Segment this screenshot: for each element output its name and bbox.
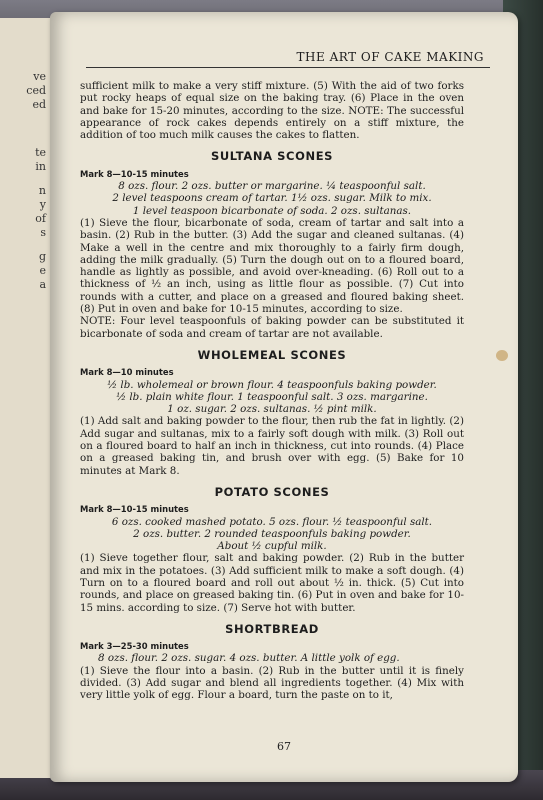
prev-fragment: g bbox=[38, 250, 46, 263]
ingredient-line: 2 ozs. butter. 2 rounded teaspoonfuls baking powder. bbox=[133, 527, 411, 540]
ingredient-line: 6 ozs. cooked mashed potato. 5 ozs. flour. ½ teaspoonful salt. bbox=[111, 515, 433, 528]
recipe-method: (1) Sieve the flour, bicarbonate of soda, cream of tartar and salt into a basin. (2) Rub in the butter. (3) Add the sugar and cleaned sultanas. (4) Make a well in the centre and mix thoroughly to a fairly firm dough, adding the milk gradually. (5) Turn the dough out on to a floured board, handle as lightly as possible, and avoid over-kneading. (6) Roll out to a thickness of ½ an inch, using as little flour as possible. (7) Cut into rounds with a cutter, and place on a greased and floured baking sheet. (8) Put in oven and bake for 10-15 minutes, according to size. bbox=[80, 216, 464, 316]
header-rule bbox=[86, 67, 490, 68]
recipe-method: (1) Sieve together flour, salt and baking powder. (2) Rub in the butter and mix in the potatoes. (3) Add sufficient milk to make a soft dough. (4) Turn on to a floured board and roll out about ½ in. thick. (5) Cut into rounds, and place on greased baking tin. (6) Put in oven and bake for 10-15 mins. according to size. (7) Serve hot with butter. bbox=[80, 552, 464, 614]
prev-fragment: te bbox=[35, 146, 46, 159]
ingredient-line: 2 level teaspoons cream of tartar. 1½ ozs. sugar. Milk to mix. bbox=[112, 192, 432, 205]
recipe-title: POTATO SCONES bbox=[214, 484, 330, 499]
ingredient-line: ½ lb. plain white flour. 1 teaspoonful salt. 3 ozs. margarine. bbox=[116, 390, 428, 403]
prev-fragment: y bbox=[39, 198, 46, 211]
prev-fragment: ve bbox=[33, 70, 46, 83]
recipe-sultana-scones bbox=[80, 150, 464, 339]
recipe-wholemeal-scones bbox=[80, 349, 464, 477]
ingredient-line: ½ lb. wholemeal or brown flour. 4 teaspoonfuls baking powder. bbox=[107, 378, 437, 391]
page-stain bbox=[496, 350, 508, 361]
previous-page-edge bbox=[0, 18, 52, 778]
ingredient-line: About ½ cupful milk. bbox=[217, 540, 327, 553]
recipe-title: SULTANA SCONES bbox=[210, 149, 334, 164]
prev-fragment: s bbox=[40, 226, 46, 239]
page-content bbox=[80, 80, 464, 702]
oven-mark: Mark 8—10-15 minutes bbox=[80, 168, 189, 179]
prev-fragment: a bbox=[39, 278, 46, 291]
recipe-note: NOTE: Four level teaspoonfuls of baking powder can be substituted it bicarbonate of soda and cream of tartar are not available. bbox=[80, 315, 464, 340]
oven-mark: Mark 8—10-15 minutes bbox=[80, 504, 189, 515]
ingredient-line: 8 ozs. flour. 2 ozs. butter or margarine. ¼ teaspoonful salt. bbox=[118, 180, 426, 193]
ingredient-line: 1 level teaspoon bicarbonate of soda. 2 ozs. sultanas. bbox=[132, 204, 412, 217]
recipe-title: WHOLEMEAL SCONES bbox=[197, 347, 347, 362]
prev-fragment: in bbox=[35, 160, 46, 173]
prev-fragment: n bbox=[38, 184, 46, 197]
ingredient-line: 8 ozs. flour. 2 ozs. sugar. 4 ozs. butter. A little yolk of egg. bbox=[98, 652, 400, 665]
prev-fragment: e bbox=[39, 264, 46, 277]
prev-fragment: ced bbox=[26, 84, 46, 97]
page-number: 67 bbox=[277, 740, 291, 753]
oven-mark: Mark 8—10 minutes bbox=[80, 367, 174, 378]
recipe-title: SHORTBREAD bbox=[225, 621, 319, 636]
ingredient-line: 1 oz. sugar. 2 ozs. sultanas. ½ pint milk. bbox=[167, 403, 377, 416]
recipe-shortbread bbox=[80, 623, 464, 702]
recipe-method: (1) Add salt and baking powder to the flour, then rub the fat in lightly. (2) Add sugar and sultanas, mix to a fairly soft dough with milk. (3) Roll out on a floured board to half an inch in thickness, cut into rounds. (4) Place on a greased baking tin, and brush over with egg. (5) Bake for 10 minutes at Mark 8. bbox=[80, 415, 464, 477]
intro-paragraph: sufficient milk to make a very stiff mixture. (5) With the aid of two forks put rocky heaps of equal size on the baking tray. (6) Place in the oven and bake for 15-20 minutes, according to the size. NOTE: The successful appearance of rock cakes depends entirely on a stiff mixture, the addition of too much milk causes the cakes to flatten. bbox=[80, 80, 464, 142]
prev-fragment: of bbox=[35, 212, 46, 225]
recipe-potato-scones bbox=[80, 486, 464, 614]
prev-fragment: ed bbox=[32, 98, 46, 111]
oven-mark: Mark 3—25-30 minutes bbox=[80, 641, 189, 652]
running-header: THE ART OF CAKE MAKING bbox=[296, 50, 484, 64]
recipe-method: (1) Sieve the flour into a basin. (2) Rub in the butter until it is finely divided. (3) Add sugar and blend all ingredients together. (4) Mix with very little yolk of egg. Flour a board, turn the paste on to it, bbox=[80, 664, 464, 702]
